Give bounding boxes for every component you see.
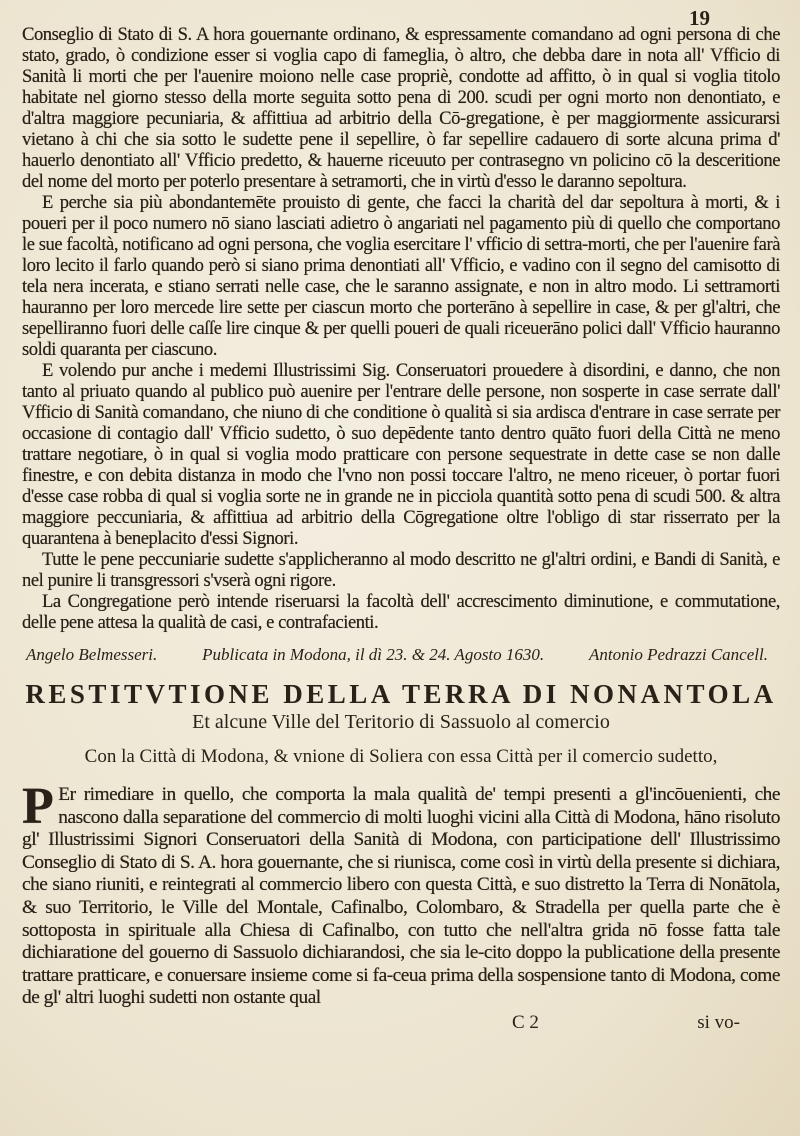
publication-date: Publicata in Modona, il dì 23. & 24. Agosto 1630.	[202, 645, 545, 664]
page-number: 19	[689, 6, 710, 30]
paragraph: La Congregatione però intende riseruarsi la facoltà dell' accrescimento diminutione, e commutatione, delle pene attesa la qualità de casi, e contrafacienti.	[22, 591, 780, 633]
page-footer	[22, 1010, 780, 1034]
drop-cap: P	[22, 778, 54, 835]
paragraph: E perche sia più abondantemēte prouisto di gente, che facci la charità del dar sepoltura à morti, & i poueri per il poco numero nō siano lasciati adietro ò angariati nel pagamento più di quello che comportano le sue facoltà, notificano ad ogni persona, che voglia esercitare l' vfficio di settra-morti, che per l'auenire farà loro lecito il farlo quando però si siano prima denontiati all' Vfficio, e vadino con il segno del camisotto di tela nera incerata, e stiano serrati nelle case, che le saranno assignate, e non in altro modo. Li settramorti hauranno per loro mercede lire sette per ciascun morto che porterāno à sepellire in case, & per gl'altri, che sepelliranno fuori delle caſſe lire cinque & per quelli poueri de quali riceuerāno polici dall' Vfficio hauranno soldi quaranta per ciascuno.	[22, 192, 780, 360]
paragraph: Conseglio di Stato di S. A hora gouernante ordinano, & espressamente comandano ad ogni persona di che stato, grado, ò condizione esser si voglia capo di fameglia, ò altro, che debba dare in nota all' Vfficio di Sanità li morti che per l'auenire moiono nelle case propriè, condotte ad affitto, ò in qual si voglia titolo habitate nel giorno stesso della morte seguita sotto pena di 200. scudi per ogni morto non denontiato, e d'altra maggiore pecuniaria, & affittiua ad arbitrio della Cō-gregatione, è per maggiormente assicurarsi vietano à chi che sia sotto le sudette pene il sepellire, ò far sepellire cadauero di sorte alcuna prima d' hauerlo denontiato all' Vfficio predetto, & hauerne riceuuto per contrasegno vn policino cō la desceritione del nome del morto per poterlo presentare à setramorti, che in virtù d'esso le daranno sepoltura.	[22, 24, 780, 192]
signature-mark: C 2	[512, 1011, 539, 1033]
ordinance-body	[22, 24, 780, 633]
catchword: si vo-	[697, 1011, 740, 1033]
signature-line	[22, 645, 780, 665]
signatory-right: Antonio Pedrazzi Cancell.	[589, 645, 768, 664]
paragraph: Tutte le pene peccuniarie sudette s'applicheranno al modo descritto ne gl'altri ordini, e Bandi di Sanità, e nel punire li transgressori s'vserà ogni rigore.	[22, 549, 780, 591]
signatory-left: Angelo Belmesseri.	[26, 645, 158, 664]
section-subheading: Con la Città di Modona, & vnione di Soliera con essa Città per il comercio sudetto,	[84, 746, 718, 767]
section-subtitle: Et alcune Ville del Teritorio di Sassuolo al comercio	[192, 711, 610, 733]
section-title: RESTITVTIONE DELLA TERRA DI NONANTOLA	[25, 679, 777, 709]
restitution-body	[22, 778, 780, 1010]
paragraph: Er rimediare in quello, che comporta la mala qualità de' tempi presenti a gl'incōuenienti, che nascono dalla separatione del commercio di molti luoghi vicini alla Città di Modona, hāno risoluto gl' Illustrissimi Signori Conseruatori della Sanità di Modona, con participatione dell' Illustrissimo Conseglio di Stato di S. A. hora gouernante, che si riunisca, come così in virtù della presente si dichiara, che siano riuniti, e reintegrati al commercio libero con questa Città, e suo distretto la Terra di Nonātola, & suo Territorio, le Ville del Montale, Cafinalbo, Colombaro, & Stradella per quella parte che è sottoposta in spirituale alla Chiesa di Cafinalbo, con tutto che nell'altra grida nō fosse fatta tale dichiaratione del gouerno di Sassuolo dichiarandosi, che sia le-cito doppo la publicatione della presente trattare pratticare, e conuersare insieme come si fa-ceua prima della sospensione tanto di Modona, come de gl' altri luoghi sudetti non ostante qual	[22, 784, 780, 1009]
paragraph: E volendo pur anche i medemi Illustrissimi Sig. Conseruatori prouedere à disordini, e danno, che non tanto al priuato quando al publico può auenire per l'entrare delle persone, non sosperte in case serrate dall' Vfficio di Sanità comandano, che niuno di che conditione ò qualità si sia ardisca d'entrare in case serrate per occasione di contagio dall' Vfficio sudetto, ò suo depēdente tanto dentro quāto fuori della Città ne meno trattare negotiare, ò in qual si voglia modo pratticare con persone sequestrate in dette case se non dalle finestre, e con debita distanza in modo che l'vno non possi toccare l'altro, ne meno riceuer, ò portar fuori d'esse case robba di qual si voglia sorte ne in grande ne in picciola quantità sotto pena di scudi 500. & altra maggiore peccuniaria, & affittiua ad arbitrio della Cōgregatione oltre l'obligo di star risserrato per la quarantena à beneplacito d'essi Signori.	[22, 360, 780, 549]
